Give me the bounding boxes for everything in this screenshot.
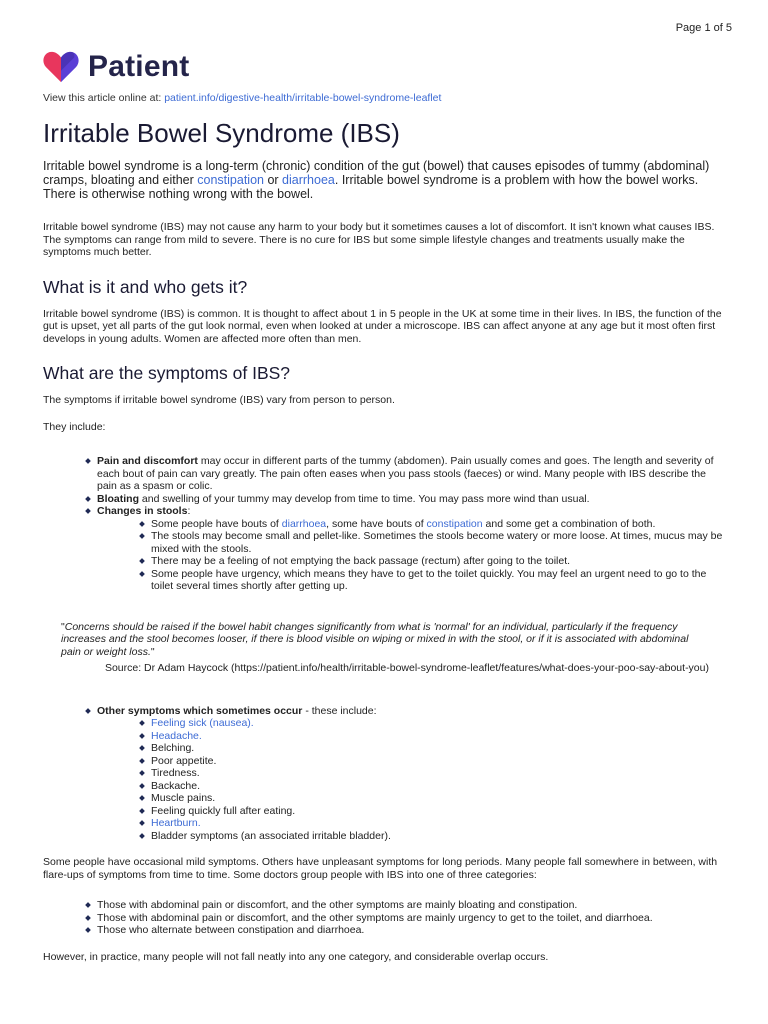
list-item-other (97, 705, 723, 843)
quote-close: " (150, 645, 155, 658)
closing-paragraph: However, in practice, many people will not fall neatly into any one category, and considerable overlap occurs. (43, 950, 549, 963)
who-paragraph: Irritable bowel syndrome (IBS) is common. It is thought to affect about 1 in 5 people in the UK at some time in their lives. In IBS, the function of the gut is upset, yet all parts of the gut look normal, even when looked at under a microscope. IBS can affect anyone at any age but it most often first develops in young adults. Women are affected more often than men. (43, 307, 722, 345)
page-title: Irritable Bowel Syndrome (IBS) (43, 118, 400, 148)
list-item: Those with abdominal pain or discomfort, and the other symptoms are mainly bloating and constipation. (97, 899, 723, 912)
list-item-bloating (97, 493, 723, 506)
diarrhoea-link[interactable]: diarrhoea (281, 517, 327, 530)
lead-paragraph (43, 159, 723, 201)
list-item (151, 717, 723, 730)
bloating-text: and swelling of your tummy may develop from time to time. You may pass more wind than usual. (139, 492, 590, 505)
bloating-label: Bloating (97, 492, 139, 505)
list-item-stools (97, 505, 723, 593)
list-item: Poor appetite. (151, 755, 723, 768)
list-item (151, 817, 723, 830)
headache-link[interactable]: Headache. (151, 729, 202, 742)
section-heading-who: What is it and who gets it? (43, 276, 248, 297)
other-symptoms-list (43, 705, 723, 843)
list-item (151, 730, 723, 743)
stools-label: Changes in stools (97, 505, 188, 517)
list-item: Tiredness. (151, 767, 723, 780)
list-item: Belching. (151, 742, 723, 755)
intro-paragraph: Irritable bowel syndrome (IBS) may not cause any harm to your body but it sometimes causes a lot of discomfort. It isn't known what causes IBS. The symptoms can range from mild to severe. There is no cure for IBS but some simple lifestyle changes and treatments usually make the symptoms much better. (43, 221, 715, 258)
constipation-link[interactable]: constipation (426, 517, 483, 530)
list-item: Backache. (151, 780, 723, 793)
other-text: - these include: (302, 704, 377, 717)
heartburn-link[interactable]: Heartburn. (151, 817, 201, 829)
pain-label: Pain and discomfort (97, 455, 198, 467)
list-item-pain (97, 455, 723, 493)
constipation-link[interactable]: constipation (197, 173, 264, 187)
brand-name: Patient (88, 50, 190, 83)
list-item: There may be a feeling of not emptying the back passage (rectum) after going to the toilet. (151, 555, 723, 568)
lead-text-1: Irritable bowel syndrome is a long-term (chronic) condition of the gut (bowel) that causes episodes of tummy (abdominal) cramps, bloating and either (43, 159, 710, 187)
list-item: Feeling quickly full after eating. (151, 805, 723, 818)
stools-s1-a: Some people have bouts of (151, 517, 282, 530)
quote-open: " (61, 620, 65, 633)
list-item: Some people have urgency, which means they have to get to the toilet quickly. You may feel an urgent need to go to the toilet several times shortly after getting up. (151, 568, 723, 593)
lead-text-2: or (263, 173, 283, 187)
article-content (43, 112, 723, 977)
view-online-prefix: View this article online at: (43, 92, 165, 104)
other-sublist (97, 717, 723, 842)
pain-text: may occur in different parts of the tummy (abdomen). Pain usually comes and goes. The length and severity of each bout of pain can vary greatly. The pain often eases when you pass stools (faeces) or wind. Many people with IBS describe the pain as a spasm or colic. (97, 455, 714, 492)
view-online-line (43, 92, 441, 104)
patient-logo[interactable] (42, 50, 189, 84)
stools-s1-b: , some have bouts of (326, 517, 427, 530)
lead-text-3: . Irritable bowel syndrome is a problem with how the bowel works. There is otherwise nothing wrong with the bowel. (43, 173, 699, 201)
other-label: Other symptoms which sometimes occur (97, 704, 303, 717)
quote-source: Source: Dr Adam Haycock (https://patient.info/health/irritable-bowel-syndrome-leaflet/features/what-does-your-poo-say-about-you) (104, 662, 709, 674)
article-url-link[interactable]: patient.info/digestive-health/irritable-bowel-syndrome-leaflet (164, 92, 442, 104)
list-item: Those with abdominal pain or discomfort, and the other symptoms are mainly urgency to get to the toilet, and diarrhoea. (97, 912, 723, 925)
nausea-link[interactable]: Feeling sick (nausea). (151, 717, 254, 729)
section-heading-symptoms: What are the symptoms of IBS? (43, 363, 291, 383)
list-item: Muscle pains. (151, 792, 723, 805)
heart-logo-icon (42, 50, 80, 84)
they-include: They include: (43, 420, 106, 433)
quote-text: Concerns should be raised if the bowel habit changes significantly from what is 'normal' for an individual, particularly if the frequency increases and the stool becomes looser, if there is blood visible on wiping or mixed in with the stool, or if it is associated with abdominal pain or weight loss. (61, 620, 689, 658)
list-item: The stools may become small and pellet-like. Sometimes the stools become watery or more loose. At times, mucus may be mixed with the stools. (151, 530, 723, 555)
stools-colon: : (187, 505, 191, 517)
list-item (151, 518, 723, 531)
diarrhoea-link[interactable]: diarrhoea (282, 173, 335, 187)
categories-list (43, 899, 723, 937)
page-number: Page 1 of 5 (675, 22, 732, 34)
stools-sublist (97, 518, 723, 593)
doctor-quote (61, 621, 709, 675)
stools-s1-c: and some get a combination of both. (482, 517, 656, 530)
list-item: Bladder symptoms (an associated irritable bladder). (151, 830, 723, 843)
categories-intro: Some people have occasional mild symptoms. Others have unpleasant symptoms for long periods. Many people fall somewhere in between, with flare-ups of symptoms from time to time. Some doctors group people with IBS into one of three categories: (43, 856, 718, 881)
list-item: Those who alternate between constipation and diarrhoea. (97, 924, 723, 937)
symptoms-list (43, 455, 723, 593)
symptoms-intro: The symptoms if irritable bowel syndrome (IBS) vary from person to person. (43, 394, 395, 406)
